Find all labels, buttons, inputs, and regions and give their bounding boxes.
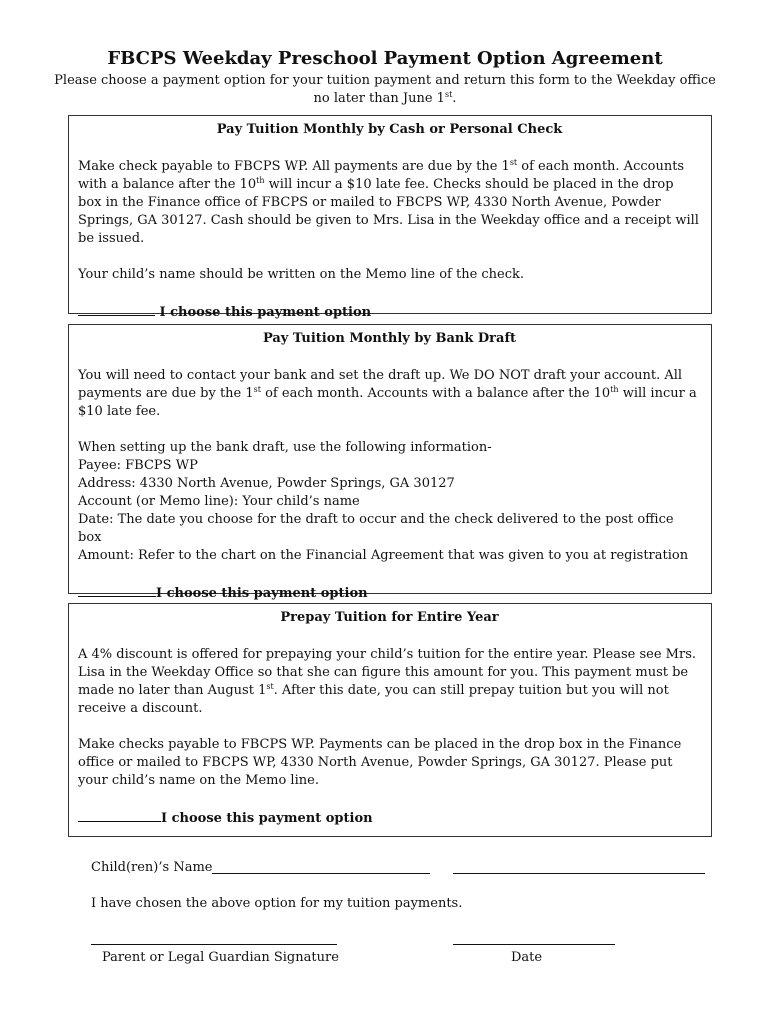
children-name-line-2[interactable]	[453, 873, 705, 874]
option-bank-draft-info	[78, 439, 701, 565]
signature-line[interactable]	[91, 944, 337, 945]
payment-choice-statement: I have chosen the above option for my tuition payments.	[91, 896, 463, 911]
bank-draft-payee: Payee: FBCPS WP	[78, 458, 198, 473]
bank-draft-amount: Amount: Refer to the chart on the Financial Agreement that was given to you at registration	[78, 548, 689, 563]
option-prepay-instructions: A 4% discount is offered for prepaying your child’s tuition for the entire year. Please see Mrs. Lisa in the Weekday Office so that she can figure this amount for you. This payment must be made no later than August 1st. After this date, you can still prepay tuition but you will not receive a discount.	[78, 647, 697, 716]
option-prepay-heading: Prepay Tuition for Entire Year	[280, 610, 499, 625]
form-intro: Please choose a payment option for your tuition payment and return this form to the Weekday office no later than June 1st.	[54, 73, 716, 106]
option-bank-draft-choose: I choose this payment option	[78, 583, 701, 603]
signature-label: Parent or Legal Guardian Signature	[102, 950, 339, 965]
option-cash-check-instructions: Make check payable to FBCPS WP. All payments are due by the 1st of each month. Accounts with a balance after the 10th will incur a $10 late fee. Checks should be placed in the drop box in the Finance office of FBCPS or mailed to FBCPS WP, 4330 North Avenue, Powder Springs, GA 30127. Cash should be given to Mrs. Lisa in the Weekday office and a receipt will be issued.	[78, 158, 699, 246]
bank-draft-account: Account (or Memo line): Your child’s name	[78, 494, 360, 509]
date-line[interactable]	[453, 944, 615, 945]
option-prepay-choice-blank[interactable]	[78, 808, 161, 822]
option-cash-check-choose: I choose this payment option	[78, 302, 701, 322]
option-cash-check-choice-blank[interactable]	[78, 302, 155, 316]
option-cash-check-memo-note: Your child’s name should be written on the Memo line of the check.	[78, 267, 525, 282]
children-name-label: Child(ren)’s Name	[91, 860, 213, 875]
option-bank-draft-heading: Pay Tuition Monthly by Bank Draft	[262, 331, 517, 346]
bank-draft-address: Address: 4330 North Avenue, Powder Springs, GA 30127	[78, 476, 455, 491]
form-title: FBCPS Weekday Preschool Payment Option Agreement	[107, 48, 663, 69]
children-name-line-1[interactable]	[212, 873, 430, 874]
option-prepay-box	[68, 603, 712, 837]
date-label: Date	[511, 950, 543, 965]
option-cash-check-heading: Pay Tuition Monthly by Cash or Personal Check	[216, 122, 563, 137]
option-bank-draft-box	[68, 324, 712, 601]
bank-draft-date: Date: The date you choose for the draft to occur and the check delivered to the post office box	[78, 512, 674, 545]
bank-draft-info-intro: When setting up the bank draft, use the following information-	[78, 440, 492, 455]
option-prepay-payment-note: Make checks payable to FBCPS WP. Payments can be placed in the drop box in the Finance office or mailed to FBCPS WP, 4330 North Avenue, Powder Springs, GA 30127. Please put your child’s name on the Memo line.	[78, 737, 682, 788]
option-cash-check-box	[68, 115, 712, 320]
option-prepay-choose: I choose this payment option	[78, 808, 701, 828]
option-bank-draft-choice-blank[interactable]	[78, 583, 156, 597]
option-bank-draft-instructions: You will need to contact your bank and set the draft up. We DO NOT draft your account. All payments are due by the 1st of each month. Accounts with a balance after the 10th will incur a $10 late fee.	[78, 368, 697, 419]
